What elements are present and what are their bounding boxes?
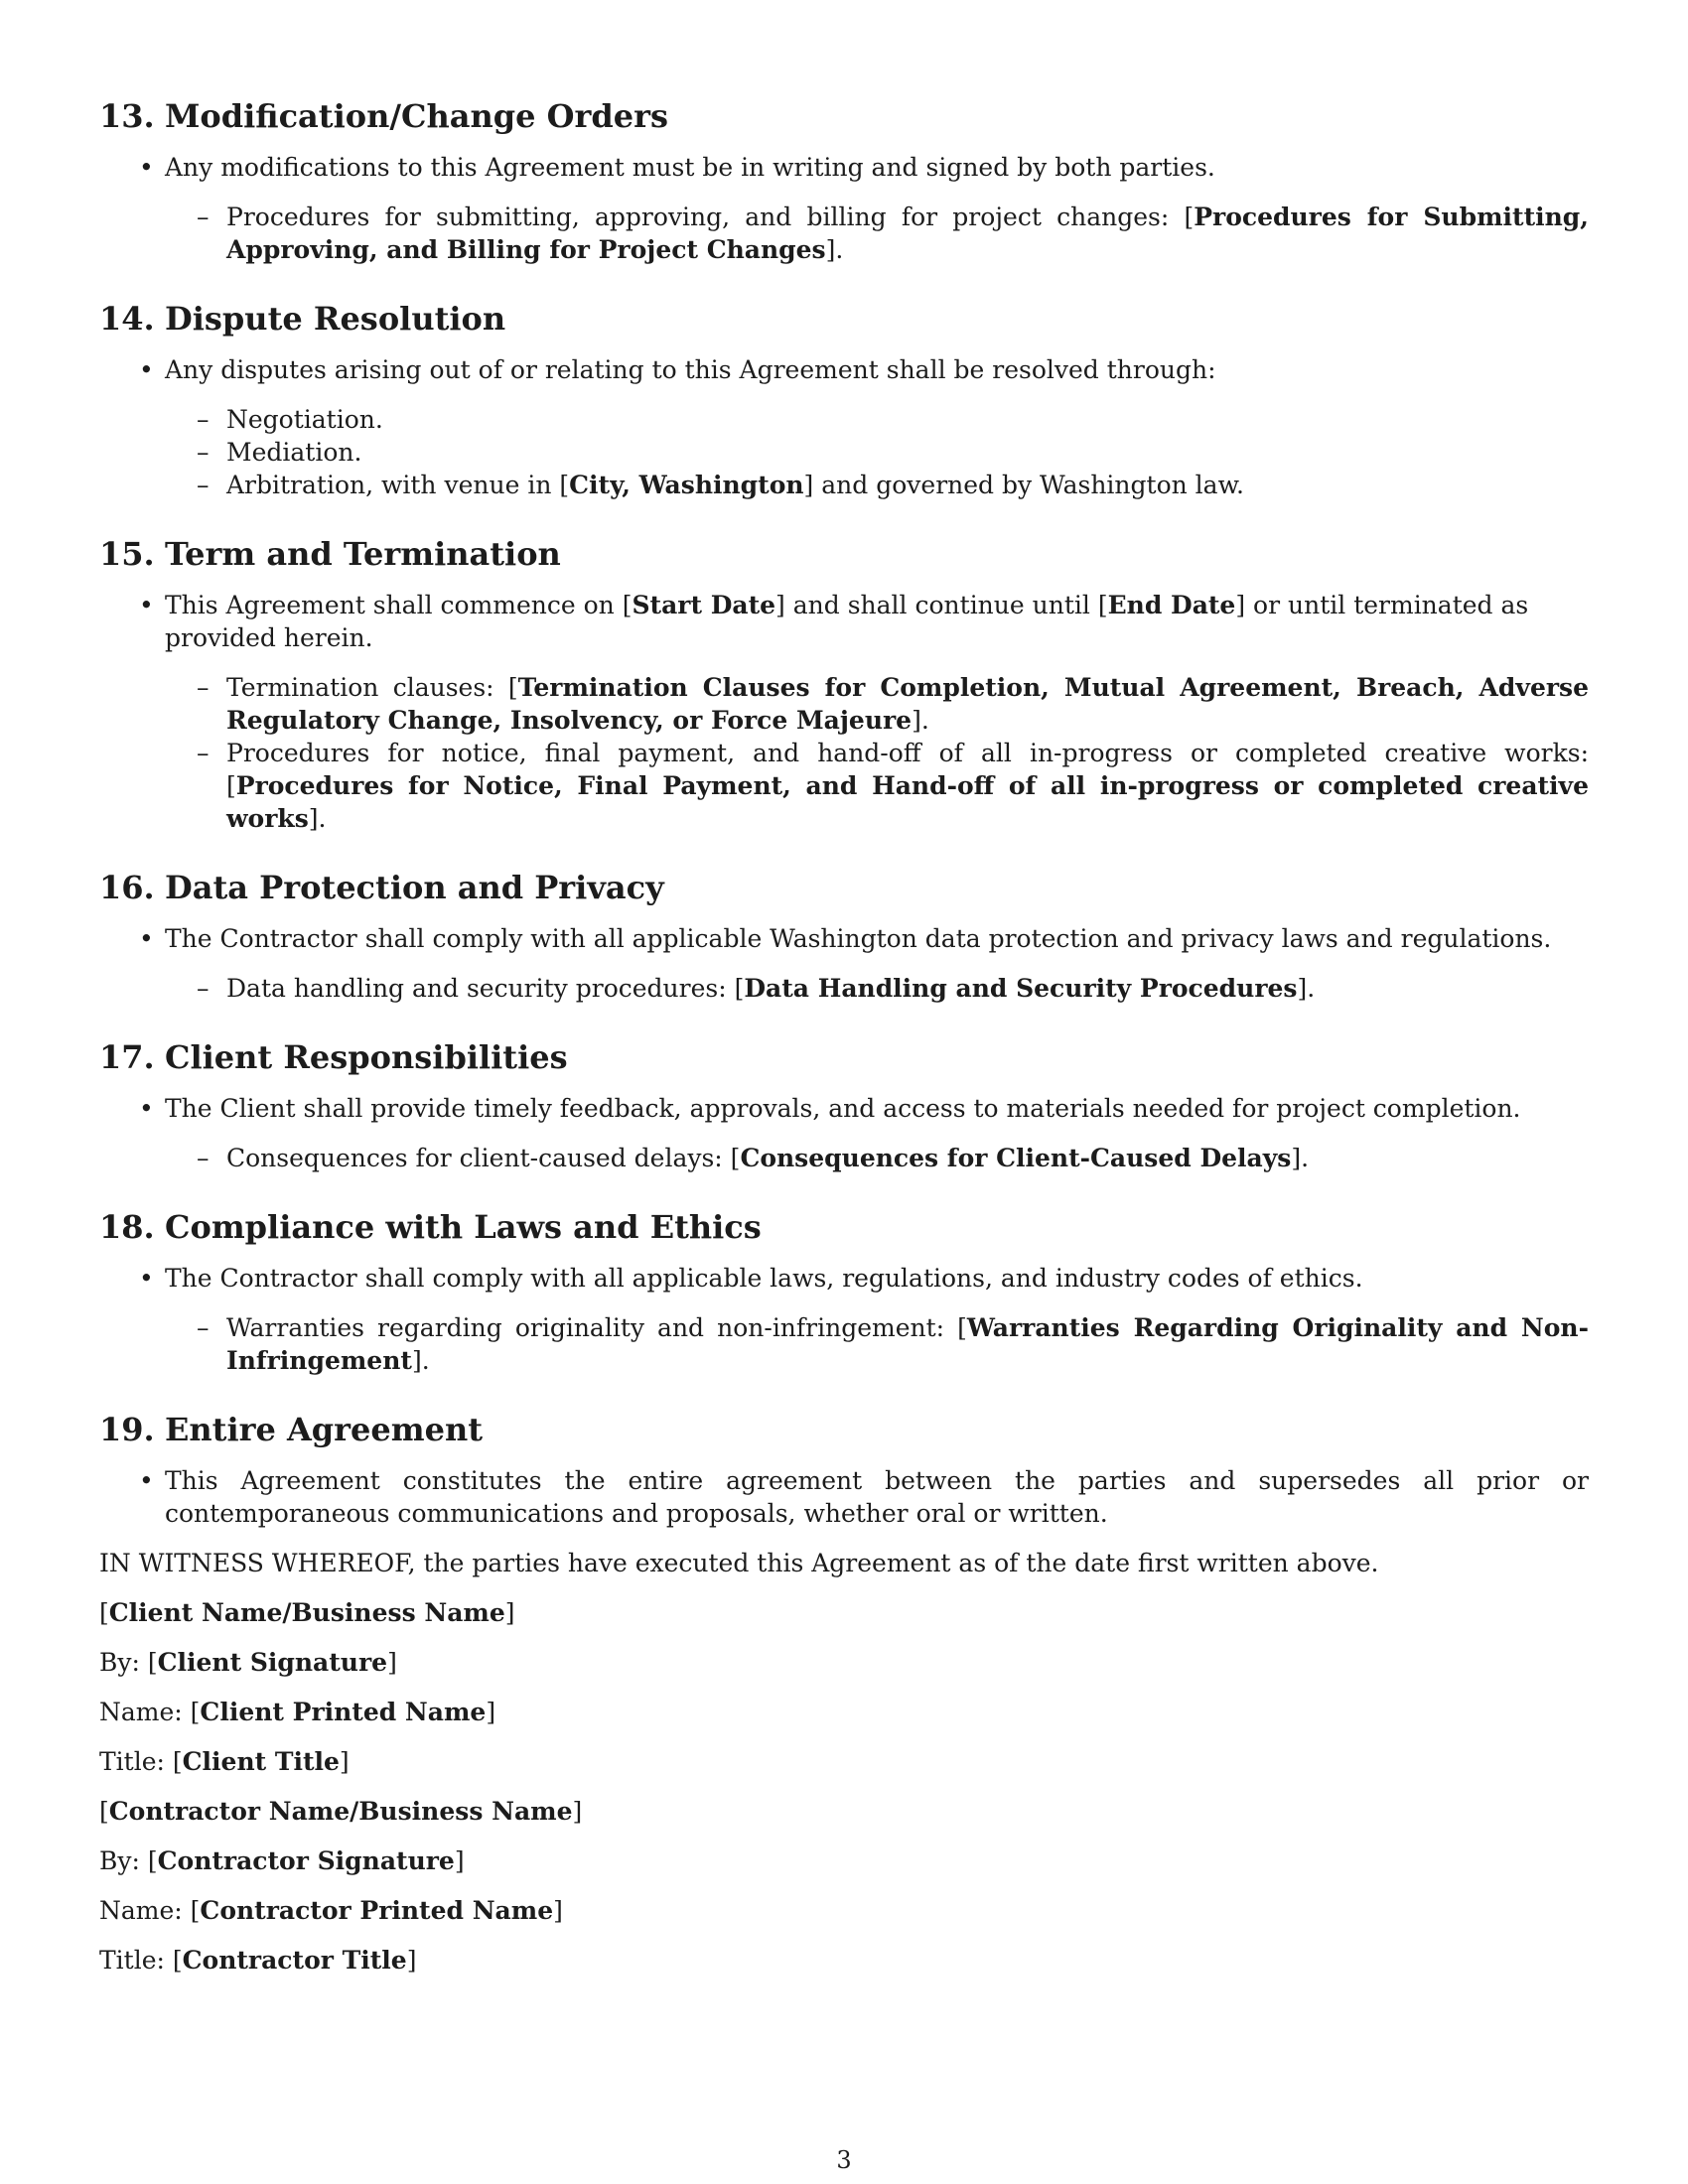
sub-text: Procedures for submitting, approving, and billing for project changes: (226, 203, 1185, 231)
placeholder-field: Contractor Title (182, 1946, 407, 1975)
bullet-item: • This Agreement shall commence on [Start Date] and shall continue until [End Date] or until terminated as provided herein. – Termination clauses: [Termination Clauses for Completion, Mutual Agreement, Breach, Adverse Regulatory Change, Insolvency, or Force Majeure]. – Procedures for notice, final payment, and hand-off of all in-progress or completed creative works: [Procedures for Notice, Final Payment, and Hand-off of all in-progress or completed creative works]. (165, 589, 1589, 835)
sub-item: – Procedures for submitting, approving, and billing for project changes: [Procedures for Submitting, Approving, and Billing for Project Changes]. (226, 201, 1589, 266)
field-label: By: (99, 1846, 140, 1875)
section-16 (99, 867, 1589, 1005)
client-title-line: Title: [Client Title] (99, 1747, 350, 1776)
sub-text: Warranties regarding originality and non-infringement: (226, 1313, 958, 1342)
placeholder-field: Client Title (182, 1747, 340, 1776)
sub-item: – Termination clauses: [Termination Clauses for Completion, Mutual Agreement, Breach, Adverse Regulatory Change, Insolvency, or Force Majeure]. (226, 671, 1589, 737)
contractor-entity: [Contractor Name/Business Name] (99, 1797, 583, 1826)
sub-list (165, 1311, 1589, 1377)
placeholder-field: Warranties Regarding Originality and Non-Infringement (226, 1313, 1589, 1375)
sub-text: Termination clauses: (226, 673, 508, 702)
section-heading (99, 867, 1589, 908)
field-label: Title: (99, 1747, 165, 1776)
bullet-item (165, 922, 1589, 1005)
section-19 (99, 1409, 1589, 1530)
placeholder-field: Procedures for Submitting, Approving, and Billing for Project Changes (226, 203, 1589, 264)
sub-item (226, 403, 1589, 436)
field-label: Name: (99, 1896, 183, 1925)
sub-text-after: and governed by Washington law. (813, 471, 1244, 499)
section-number: 18. (99, 1208, 155, 1246)
sub-list (165, 972, 1589, 1005)
document-page (99, 95, 1589, 1977)
sub-text: Consequences for client-caused delays: (226, 1144, 731, 1172)
bullet-item (165, 151, 1589, 266)
page-number: 3 (836, 2146, 852, 2174)
section-title: Data Protection and Privacy (165, 869, 664, 906)
bullet-list (99, 922, 1589, 1005)
sub-item (226, 436, 1589, 469)
placeholder-field: End Date (1107, 591, 1236, 619)
placeholder-field: Termination Clauses for Completion, Mutual Agreement, Breach, Adverse Regulatory Change, Insolvency, or Force Majeure (226, 673, 1589, 735)
sub-item: – Consequences for client-caused delays: [Consequences for Client-Caused Delays]. (226, 1142, 1589, 1174)
sub-item: – Arbitration, with venue in [City, Washington] and governed by Washington law. (226, 469, 1589, 501)
section-heading (99, 1206, 1589, 1248)
section-title: Entire Agreement (165, 1411, 483, 1448)
bullet-item (165, 1092, 1589, 1174)
placeholder-field: Consequences for Client-Caused Delays (740, 1144, 1292, 1172)
bullet-text: or until terminated as provided herein. (165, 591, 1529, 652)
sub-list (165, 1142, 1589, 1174)
section-number: 13. (99, 97, 155, 135)
bullet-list (99, 353, 1589, 501)
bullet-list (99, 1092, 1589, 1174)
section-title: Client Responsibilities (165, 1038, 568, 1076)
placeholder-field: Client Name/Business Name (108, 1598, 505, 1627)
section-13 (99, 95, 1589, 266)
client-name-line: Name: [Client Printed Name] (99, 1698, 496, 1726)
section-title: Term and Termination (165, 535, 561, 573)
contractor-name-line: Name: [Contractor Printed Name] (99, 1896, 563, 1925)
sub-list (165, 403, 1589, 501)
bullet-list (99, 1464, 1589, 1530)
section-heading (99, 533, 1589, 575)
section-number: 15. (99, 535, 155, 573)
sub-text: Data handling and security procedures: (226, 974, 735, 1003)
placeholder-field: Client Printed Name (200, 1698, 487, 1726)
client-entity: [Client Name/Business Name] (99, 1598, 515, 1627)
bullet-text: The Client shall provide timely feedback, approvals, and access to materials needed for project completion. (165, 1094, 1521, 1123)
section-title: Compliance with Laws and Ethics (165, 1208, 762, 1246)
bullet-text: Any disputes arising out of or relating to this Agreement shall be resolved through: (165, 355, 1216, 384)
placeholder-field: Data Handling and Security Procedures (744, 974, 1298, 1003)
bullet-list (99, 589, 1589, 835)
bullet-text: This Agreement shall commence on (165, 591, 623, 619)
section-number: 19. (99, 1411, 155, 1448)
placeholder-field: Contractor Printed Name (200, 1896, 554, 1925)
sub-text: Negotiation. (226, 405, 383, 434)
bullet-text: The Contractor shall comply with all applicable laws, regulations, and industry codes of ethics. (165, 1264, 1363, 1293)
bullet-list (99, 151, 1589, 266)
sub-text: Procedures for notice, final payment, and hand-off of all in-progress or completed creative works: (226, 739, 1589, 767)
bullet-list (99, 1262, 1589, 1377)
field-label: Name: (99, 1698, 183, 1726)
placeholder-field: Start Date (632, 591, 776, 619)
contractor-by-line: By: [Contractor Signature] (99, 1846, 465, 1875)
field-label: By: (99, 1648, 140, 1677)
client-by-line: By: [Client Signature] (99, 1648, 397, 1677)
section-title: Modification/Change Orders (165, 97, 668, 135)
placeholder-field: Procedures for Notice, Final Payment, and Hand-off of all in-progress or completed creative works (226, 771, 1589, 833)
bullet-text: and shall continue until (784, 591, 1098, 619)
bullet-text: Any modifications to this Agreement must be in writing and signed by both parties. (165, 153, 1215, 182)
sub-item: – Procedures for notice, final payment, and hand-off of all in-progress or completed creative works: [Procedures for Notice, Final Payment, and Hand-off of all in-progress or completed creative works]. (226, 737, 1589, 835)
placeholder-field: Contractor Signature (157, 1846, 455, 1875)
placeholder-field: Client Signature (157, 1648, 388, 1677)
client-signature-block (99, 1596, 1589, 1778)
section-17 (99, 1036, 1589, 1174)
section-heading (99, 298, 1589, 340)
section-number: 16. (99, 869, 155, 906)
bullet-item (165, 1464, 1589, 1530)
section-number: 14. (99, 300, 155, 338)
sub-item: – Data handling and security procedures: [Data Handling and Security Procedures]. (226, 972, 1589, 1005)
section-heading (99, 1036, 1589, 1078)
bullet-text: The Contractor shall comply with all applicable Washington data protection and privacy laws and regulations. (165, 924, 1552, 953)
field-label: Title: (99, 1946, 165, 1975)
sub-list (165, 201, 1589, 266)
bullet-item (165, 1262, 1589, 1377)
section-number: 17. (99, 1038, 155, 1076)
section-heading (99, 95, 1589, 137)
bullet-text: This Agreement constitutes the entire agreement between the parties and supersedes all prior or contemporaneous communications and proposals, whether oral or written. (165, 1466, 1589, 1528)
placeholder-field: City, Washington (569, 471, 804, 499)
section-title: Dispute Resolution (165, 300, 506, 338)
section-15 (99, 533, 1589, 835)
bullet-item (165, 353, 1589, 501)
sub-text: Arbitration, with venue in (226, 471, 560, 499)
placeholder-field: Contractor Name/Business Name (108, 1797, 573, 1826)
witness-clause: IN WITNESS WHEREOF, the parties have executed this Agreement as of the date first written above. (99, 1549, 1379, 1577)
section-heading (99, 1409, 1589, 1450)
sub-item: – Warranties regarding originality and non-infringement: [Warranties Regarding Originality and Non-Infringement]. (226, 1311, 1589, 1377)
sub-text: Mediation. (226, 438, 362, 467)
section-14 (99, 298, 1589, 501)
contractor-signature-block (99, 1795, 1589, 1977)
contractor-title-line: Title: [Contractor Title] (99, 1946, 417, 1975)
sub-list (165, 671, 1589, 835)
section-18 (99, 1206, 1589, 1377)
